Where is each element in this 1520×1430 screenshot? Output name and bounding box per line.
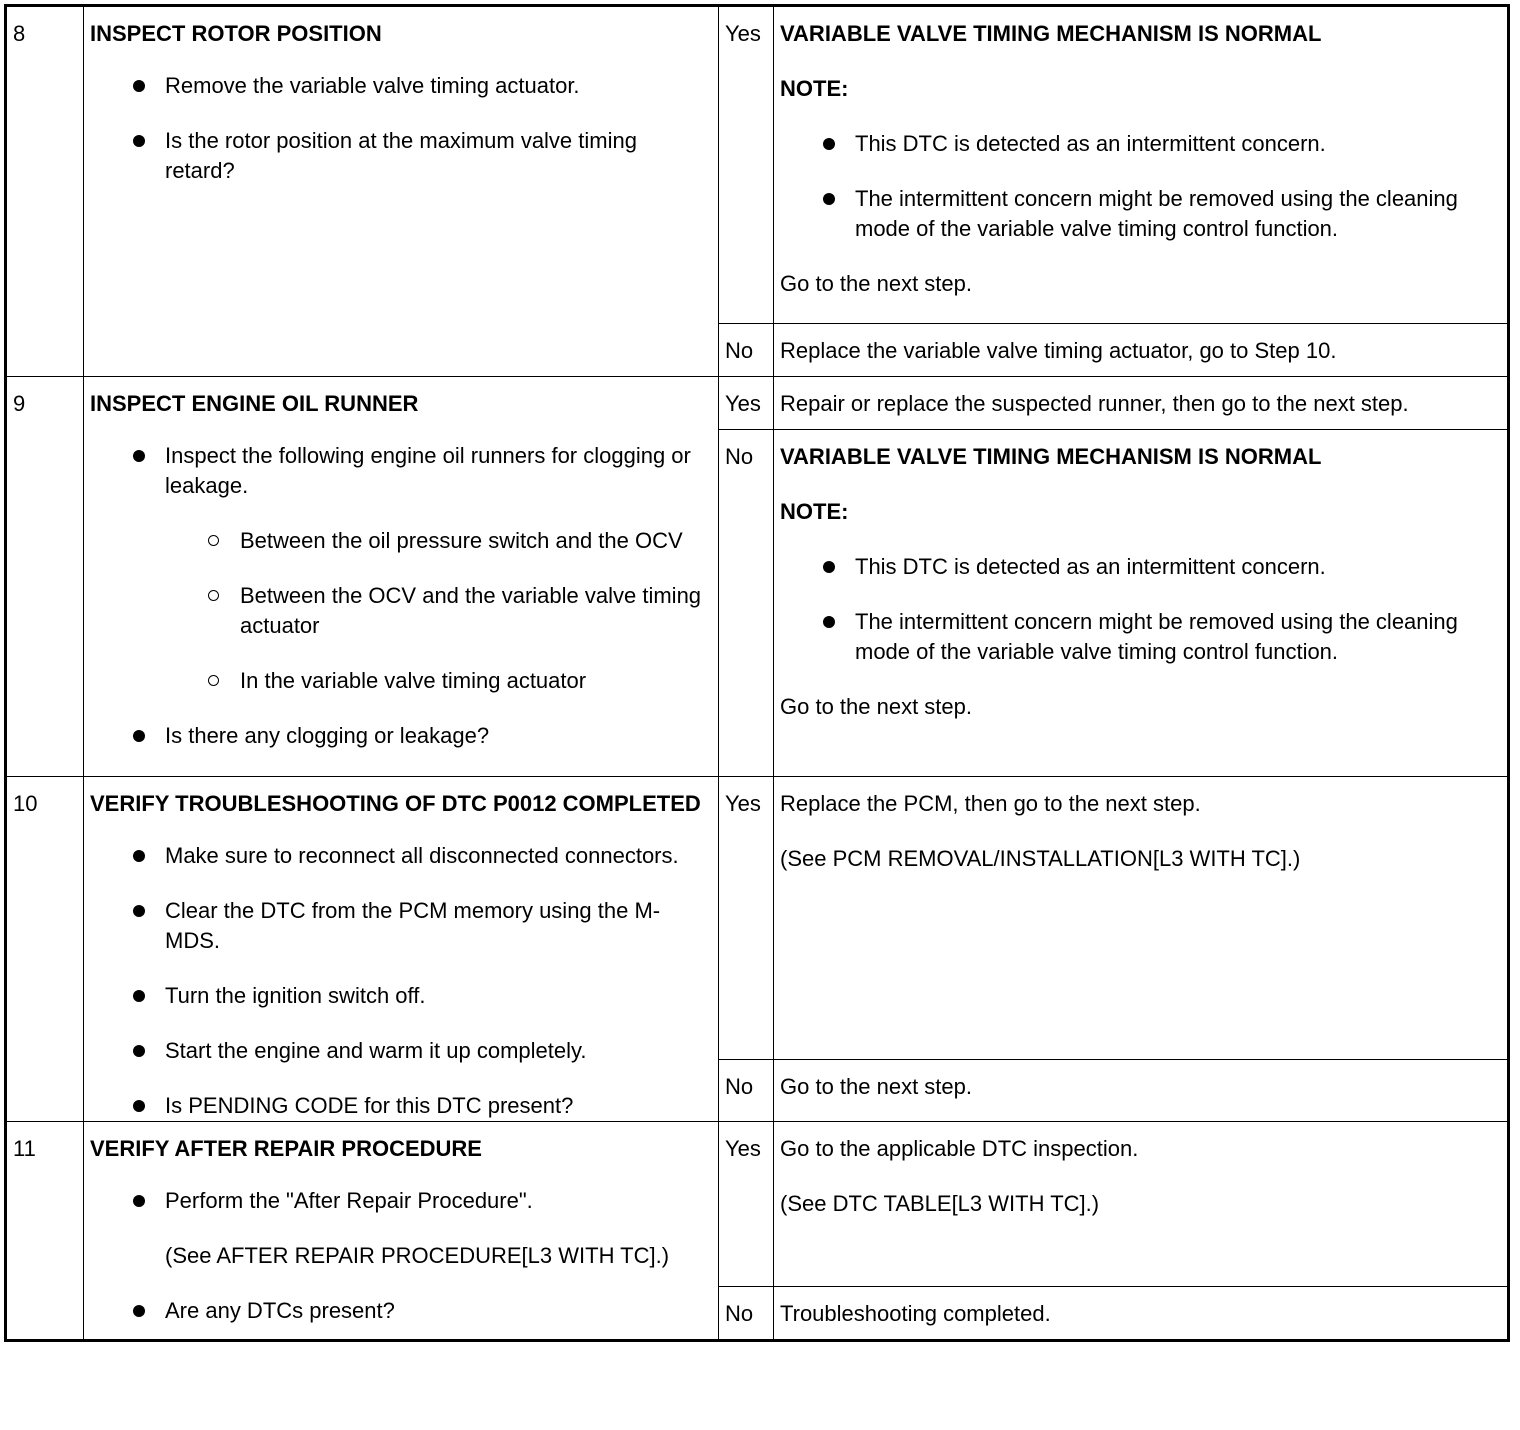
step-11-yes-row <box>6 1122 1509 1287</box>
no-result-cell <box>774 324 1509 377</box>
sub-list-item: In the variable valve timing actuator <box>240 666 712 696</box>
list-item: The intermittent concern might be removed using the cleaning mode of the variable valve timing control function. <box>855 184 1501 244</box>
yes-label: Yes <box>719 1122 774 1287</box>
step-9-yes-row <box>6 377 1509 430</box>
result-action: Go to the next step. <box>780 1074 973 1099</box>
result-action: Troubleshooting completed. <box>780 1301 1051 1326</box>
yes-label: Yes <box>719 6 774 324</box>
no-result-cell <box>774 1287 1509 1341</box>
reference-link: (See AFTER REPAIR PROCEDURE[L3 WITH TC].) <box>165 1243 670 1268</box>
step-items <box>90 441 712 751</box>
list-item: Inspect the following engine oil runners for clogging or leakage. Between the oil pressure switch and the OCV Between the OCV and the variable valve timing actuator In the variable valve timing actuator <box>165 441 712 696</box>
step-title: INSPECT ROTOR POSITION <box>90 21 382 46</box>
yes-result-cell <box>774 377 1509 430</box>
step-items <box>90 841 712 1121</box>
list-item: This DTC is detected as an intermittent concern. <box>855 129 1501 159</box>
result-action: Replace the PCM, then go to the next step. <box>780 791 1201 816</box>
sub-list-item: Between the oil pressure switch and the OCV <box>240 526 712 556</box>
reference-link: (See PCM REMOVAL/INSTALLATION[L3 WITH TC].) <box>780 846 1301 871</box>
result-action: Go to the next step. <box>780 271 973 296</box>
yes-result-cell <box>774 1122 1509 1287</box>
step-action-cell <box>84 777 719 1122</box>
note-label: NOTE: <box>780 76 849 101</box>
step-8-yes-row <box>6 6 1509 324</box>
result-action: Go to the next step. <box>780 694 973 719</box>
result-action: Go to the applicable DTC inspection. <box>780 1136 1139 1161</box>
step-action-cell <box>84 1122 719 1341</box>
yes-result-cell <box>774 6 1509 324</box>
no-result-cell <box>774 1060 1509 1122</box>
step-title: VERIFY TROUBLESHOOTING OF DTC P0012 COMPLETED <box>90 791 701 816</box>
yes-label: Yes <box>719 777 774 1060</box>
list-item: Remove the variable valve timing actuator. <box>165 71 712 101</box>
no-label: No <box>719 430 774 777</box>
reference-link: (See DTC TABLE[L3 WITH TC].) <box>780 1191 1100 1216</box>
result-heading: VARIABLE VALVE TIMING MECHANISM IS NORMAL <box>780 21 1322 46</box>
troubleshooting-table <box>4 4 1510 1342</box>
no-label: No <box>719 1287 774 1341</box>
list-item: Make sure to reconnect all disconnected connectors. <box>165 841 712 871</box>
note-list <box>780 129 1501 244</box>
note-label: NOTE: <box>780 499 849 524</box>
yes-result-cell <box>774 777 1509 1060</box>
no-result-cell <box>774 430 1509 777</box>
step-number: 10 <box>6 777 84 1122</box>
yes-label: Yes <box>719 377 774 430</box>
sub-list-item: Between the OCV and the variable valve timing actuator <box>240 581 712 641</box>
step-items <box>90 71 712 186</box>
list-item: The intermittent concern might be removed using the cleaning mode of the variable valve timing control function. <box>855 607 1501 667</box>
no-label: No <box>719 324 774 377</box>
list-item: Is there any clogging or leakage? <box>165 721 712 751</box>
list-item: Perform the "After Repair Procedure". (See AFTER REPAIR PROCEDURE[L3 WITH TC].) <box>165 1186 712 1271</box>
step-number: 9 <box>6 377 84 777</box>
sub-items <box>165 526 712 696</box>
result-action: Replace the variable valve timing actuator, go to Step 10. <box>780 338 1337 363</box>
step-number: 11 <box>6 1122 84 1341</box>
list-item: This DTC is detected as an intermittent concern. <box>855 552 1501 582</box>
list-item: Is the rotor position at the maximum valve timing retard? <box>165 126 712 186</box>
note-list <box>780 552 1501 667</box>
step-action-cell <box>84 6 719 377</box>
result-action: Repair or replace the suspected runner, then go to the next step. <box>780 391 1409 416</box>
step-title: VERIFY AFTER REPAIR PROCEDURE <box>90 1136 482 1161</box>
step-10-yes-row <box>6 777 1509 1060</box>
list-item: Clear the DTC from the PCM memory using the M-MDS. <box>165 896 712 956</box>
step-title: INSPECT ENGINE OIL RUNNER <box>90 391 419 416</box>
step-items <box>90 1186 712 1326</box>
list-item: Is PENDING CODE for this DTC present? <box>165 1091 712 1121</box>
list-item: Turn the ignition switch off. <box>165 981 712 1011</box>
no-label: No <box>719 1060 774 1122</box>
list-item: Are any DTCs present? <box>165 1296 712 1326</box>
step-action-cell <box>84 377 719 777</box>
step-number: 8 <box>6 6 84 377</box>
list-item: Start the engine and warm it up completely. <box>165 1036 712 1066</box>
result-heading: VARIABLE VALVE TIMING MECHANISM IS NORMAL <box>780 444 1322 469</box>
